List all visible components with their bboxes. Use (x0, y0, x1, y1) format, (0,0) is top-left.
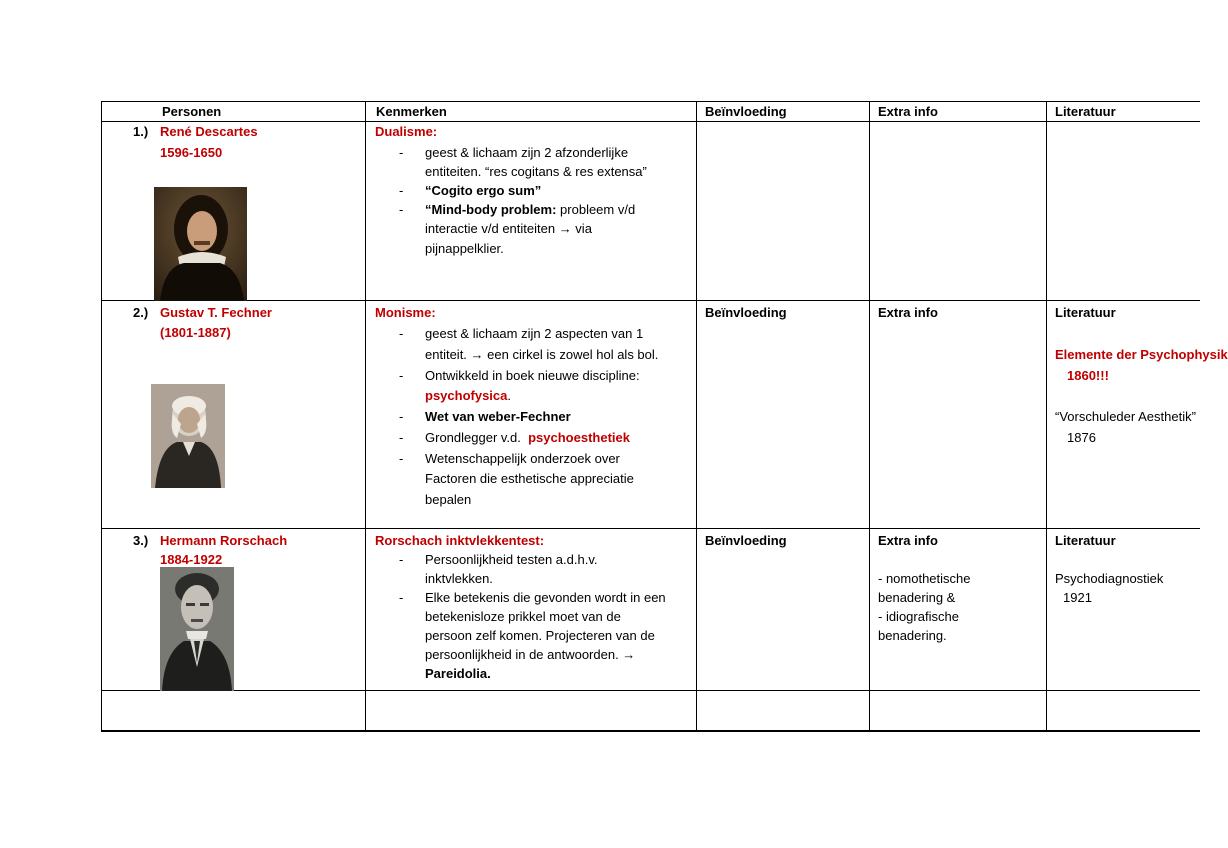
row-divider (101, 690, 1200, 691)
column-divider (696, 101, 697, 730)
header-personen: Personen (162, 104, 222, 119)
row1-number: 1.) (133, 124, 149, 139)
row3-item-text: inktvlekken. (425, 571, 493, 586)
row2-item-text: Factoren die esthetische appreciatie (425, 471, 634, 486)
bullet-dash: - (399, 368, 404, 383)
row-divider (101, 528, 1200, 529)
row2-number: 2.) (133, 305, 149, 320)
descartes-portrait-image (154, 187, 247, 301)
row1-item-text: entiteiten. “res cogitans & res extensa” (425, 164, 647, 179)
row3-extra-info-label: Extra info (878, 533, 938, 548)
row3-item-text: persoon zelf komen. Projecteren van de (425, 628, 655, 643)
row1-item-text (425, 200, 635, 220)
row2-extra-info: Extra info (878, 305, 938, 320)
row2-literatuur-label: Literatuur (1055, 305, 1116, 320)
row3-person-name: Hermann Rorschach (160, 533, 288, 548)
row3-beinvloeding: Beïnvloeding (705, 533, 787, 548)
row3-item-text: Pareidolia. (425, 666, 491, 681)
column-divider (1046, 101, 1047, 730)
row2-person-years: (1801-1887) (160, 325, 231, 340)
header-extra-info: Extra info (878, 104, 938, 119)
row3-number: 3.) (133, 533, 149, 548)
row3-literatuur-label: Literatuur (1055, 533, 1116, 548)
row2-kenmerken-title: Monisme: (375, 305, 436, 320)
row2-item-text (425, 386, 511, 406)
table-border-top (101, 101, 1200, 102)
bullet-dash: - (399, 590, 404, 605)
row1-person-years: 1596-1650 (160, 145, 223, 160)
bullet-dash: - (399, 409, 404, 424)
row2-item-text: Wet van weber-Fechner (425, 409, 571, 424)
row3-item-text: Elke betekenis die gevonden wordt in een (425, 590, 666, 605)
bullet-dash: - (399, 326, 404, 341)
row2-item-highlight: psychofysica (425, 388, 508, 403)
row1-item-text: interactie v/d entiteiten → via (425, 221, 592, 236)
header-beinvloeding: Beïnvloeding (705, 104, 787, 119)
row2-item-text: bepalen (425, 492, 472, 507)
bullet-dash: - (399, 430, 404, 445)
bullet-dash: - (399, 202, 404, 217)
row3-kenmerken-title: Rorschach inktvlekkentest: (375, 533, 545, 548)
row1-item-text: pijnappelklier. (425, 241, 504, 256)
row2-book-title: Elemente der Psychophysik (1055, 347, 1228, 362)
row-divider (101, 300, 1200, 301)
row2-beinvloeding: Beïnvloeding (705, 305, 787, 320)
row3-extra-line: benadering. (878, 628, 947, 643)
row3-person-years: 1884-1922 (160, 552, 223, 567)
row3-extra-line: - nomothetische (878, 571, 971, 586)
row2-item-highlight: psychoesthetiek (528, 430, 630, 445)
row1-kenmerken-title: Dualisme: (375, 124, 438, 139)
row2-item-text: Ontwikkeld in boek nieuwe discipline: (425, 368, 640, 383)
row2-item-text: entiteit. → een cirkel is zowel hol als bol. (425, 347, 659, 362)
row1-item-rest: probleem v/d (556, 202, 636, 217)
row1-item-bold: “Mind-body problem: (425, 202, 557, 217)
table-border-bottom (101, 730, 1200, 732)
row3-extra-line: benadering & (878, 590, 956, 605)
header-literatuur: Literatuur (1055, 104, 1116, 119)
table-border-left (101, 101, 102, 730)
row3-book-year: 1921 (1063, 590, 1092, 605)
header-row-divider (101, 121, 1200, 122)
row1-person-name: René Descartes (160, 124, 258, 139)
column-divider (869, 101, 870, 730)
row2-item-text: Wetenschappelijk onderzoek over (425, 451, 620, 466)
row2-item-text (425, 428, 630, 448)
row2-book-year: 1860!!! (1067, 368, 1109, 383)
rorschach-portrait-image (160, 567, 234, 691)
row2-book-title: “Vorschuleder Aesthetik” (1055, 409, 1196, 424)
bullet-dash: - (399, 145, 404, 160)
row3-book-title: Psychodiagnostiek (1055, 571, 1164, 586)
row2-person-name: Gustav T. Fechner (160, 305, 272, 320)
row3-item-text: persoonlijkheid in de antwoorden. → (425, 647, 636, 662)
fechner-portrait-image (151, 384, 225, 488)
row1-item-text: geest & lichaam zijn 2 afzonderlijke (425, 145, 629, 160)
row2-book-year: 1876 (1067, 430, 1096, 445)
column-divider (365, 101, 366, 730)
row3-extra-line: - idiografische (878, 609, 959, 624)
row2-item-lead: Grondlegger v.d. (425, 430, 521, 445)
row2-item-rest: . (507, 388, 511, 403)
bullet-dash: - (399, 552, 404, 567)
bullet-dash: - (399, 451, 404, 466)
row2-item-text: geest & lichaam zijn 2 aspecten van 1 (425, 326, 644, 341)
header-kenmerken: Kenmerken (376, 104, 447, 119)
row3-item-text: betekenisloze prikkel moet van de (425, 609, 621, 624)
bullet-dash: - (399, 183, 404, 198)
row1-item-text: “Cogito ergo sum” (425, 183, 542, 198)
row3-item-text: Persoonlijkheid testen a.d.h.v. (425, 552, 598, 567)
